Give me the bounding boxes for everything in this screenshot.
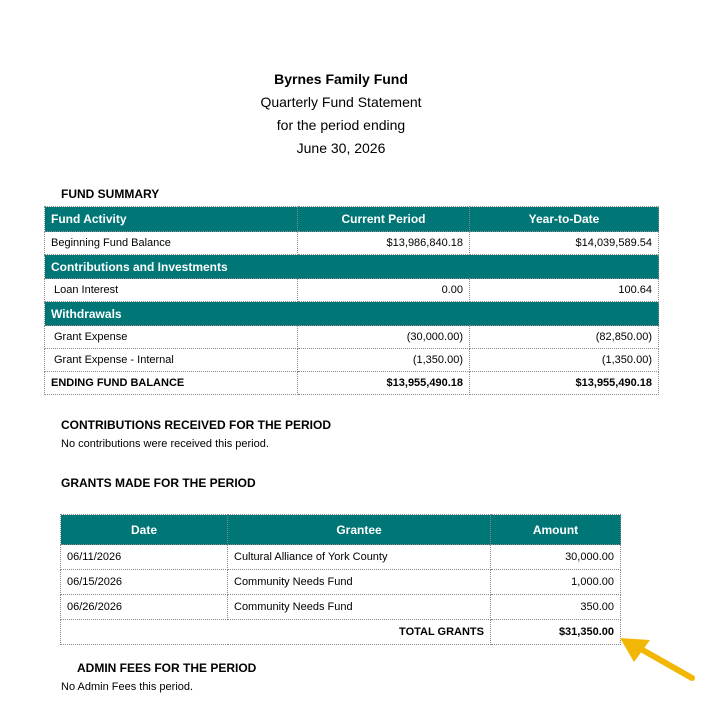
grant-expense-internal-current: (1,350.00) <box>298 349 470 372</box>
withdrawals-section-row <box>45 302 659 326</box>
grant-expense-label: Grant Expense <box>45 326 298 349</box>
period-line: for the period ending <box>276 117 406 133</box>
beginning-balance-label: Beginning Fund Balance <box>45 232 298 255</box>
col-amount: Amount <box>491 515 621 545</box>
beginning-balance-row <box>45 232 659 255</box>
grant-expense-internal-row <box>45 349 659 372</box>
grant-expense-ytd: (82,850.00) <box>470 326 659 349</box>
statement-subtitle: Quarterly Fund Statement <box>260 94 422 110</box>
beginning-balance-ytd: $14,039,589.54 <box>470 232 659 255</box>
beginning-balance-current: $13,986,840.18 <box>298 232 470 255</box>
grant-date: 06/15/2026 <box>61 570 228 595</box>
table-row <box>61 570 621 595</box>
ending-balance-row <box>45 372 659 395</box>
grant-grantee: Community Needs Fund <box>228 570 491 595</box>
col-year-to-date: Year-to-Date <box>470 207 659 232</box>
fund-summary-table <box>44 206 659 395</box>
grant-date: 06/11/2026 <box>61 545 228 570</box>
loan-interest-row <box>45 279 659 302</box>
col-fund-activity: Fund Activity <box>45 207 298 232</box>
col-current-period: Current Period <box>298 207 470 232</box>
grants-heading: GRANTS MADE FOR THE PERIOD <box>61 476 256 490</box>
grant-grantee: Cultural Alliance of York County <box>228 545 491 570</box>
loan-interest-label: Loan Interest <box>45 279 298 302</box>
arrow-pointer-icon <box>618 634 696 687</box>
grant-amount: 30,000.00 <box>491 545 621 570</box>
table-row <box>61 595 621 620</box>
grant-expense-internal-label: Grant Expense - Internal <box>45 349 298 372</box>
admin-fees-heading: ADMIN FEES FOR THE PERIOD <box>77 661 257 675</box>
total-grants-label: TOTAL GRANTS <box>61 620 491 645</box>
loan-interest-current: 0.00 <box>298 279 470 302</box>
col-date: Date <box>61 515 228 545</box>
grant-amount: 350.00 <box>491 595 621 620</box>
grants-header-row <box>61 515 621 545</box>
fund-summary-header-row <box>45 207 659 232</box>
period-date: June 30, 2026 <box>296 140 386 156</box>
table-row <box>61 545 621 570</box>
fund-title: Byrnes Family Fund <box>274 71 408 87</box>
grant-expense-current: (30,000.00) <box>298 326 470 349</box>
fund-summary-heading: FUND SUMMARY <box>61 187 160 201</box>
grant-date: 06/26/2026 <box>61 595 228 620</box>
grant-amount: 1,000.00 <box>491 570 621 595</box>
ending-balance-ytd: $13,955,490.18 <box>470 372 659 395</box>
contributions-heading: CONTRIBUTIONS RECEIVED FOR THE PERIOD <box>61 418 332 432</box>
grant-grantee: Community Needs Fund <box>228 595 491 620</box>
grants-total-row <box>61 620 621 645</box>
col-grantee: Grantee <box>228 515 491 545</box>
grant-expense-internal-ytd: (1,350.00) <box>470 349 659 372</box>
contributions-note: No contributions were received this period. <box>61 438 269 450</box>
grant-expense-row <box>45 326 659 349</box>
contributions-section-label: Contributions and Investments <box>45 255 659 279</box>
ending-balance-label: ENDING FUND BALANCE <box>45 372 298 395</box>
ending-balance-current: $13,955,490.18 <box>298 372 470 395</box>
total-grants-amount: $31,350.00 <box>491 620 621 645</box>
grants-table <box>60 514 621 645</box>
loan-interest-ytd: 100.64 <box>470 279 659 302</box>
admin-fees-note: No Admin Fees this period. <box>61 681 194 693</box>
withdrawals-section-label: Withdrawals <box>45 302 659 326</box>
contributions-section-row <box>45 255 659 279</box>
